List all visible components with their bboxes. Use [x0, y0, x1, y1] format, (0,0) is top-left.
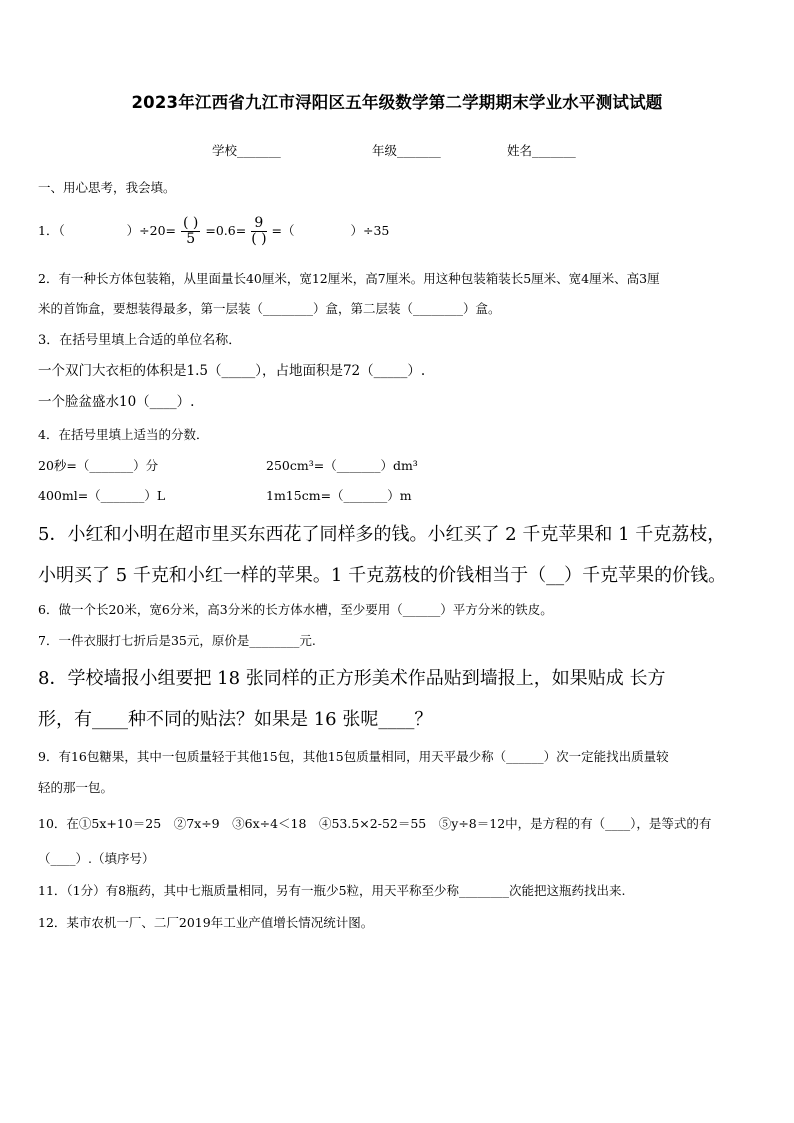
page-title: 2023年江西省九江市浔阳区五年级数学第二学期期末学业水平测试试题 [131, 93, 663, 112]
q1-fraction-1-denominator: 5 [186, 231, 196, 247]
section-heading: 一、用心思考，我会填。 [38, 180, 176, 195]
question-4-item-c: 400ml=（_______）L [38, 488, 166, 503]
q1-part-b: =0.6= [205, 223, 247, 238]
question-9-line-1: 9．有16包糖果，其中一包质量轻于其他15包，其他15包质量相同，用天平最少称（______）次一定能找出质量较 [38, 749, 669, 764]
q1-fraction-1 [181, 216, 200, 248]
question-4-item-b: 250cm³=（_______）dm³ [266, 458, 418, 473]
question-10-line-1: 10．在①5x+10＝25 ②7x÷9 ③6x÷4＜18 ④53.5×2-52＝55 ⑤y÷8＝12中，是方程的有（____），是等式的有 [38, 816, 712, 831]
q1-part-a: ）÷20= [126, 223, 177, 238]
q1-fraction-2-denominator: ( ) [251, 231, 267, 247]
question-4-item-a: 20秒=（_______）分 [38, 458, 159, 473]
q1-fraction-2-numerator: 9 [251, 216, 266, 232]
question-4-item-d: 1m15cm=（_______）m [266, 488, 412, 503]
question-11: 11．（1分）有8瓶药，其中七瓶质量相同，另有一瓶少5粒，用天平称至少称________次能把这瓶药找出来. [38, 883, 626, 898]
question-4-line-1: 4．在括号里填上适当的分数． [38, 427, 209, 442]
q1-part-d: ）÷35 [350, 223, 390, 238]
question-5-line-2: 小明买了 5 千克和小红一样的苹果。1 千克荔枝的价钱相当于（__）千克苹果的价钱。 [38, 565, 727, 586]
q1-part-c: =（ [271, 223, 295, 238]
question-8-line-1: 8．学校墙报小组要把 18 张同样的正方形美术作品贴到墙报上，如果贴成 长方 [38, 668, 666, 689]
question-2-line-2: 米的首饰盒，要想装得最多，第一层装（________）盒，第二层装（________）盒。 [38, 301, 501, 316]
q1-part-num: 1．（ [38, 223, 65, 238]
question-3-line-1: 3．在括号里填上合适的单位名称． [38, 333, 242, 348]
question-2-line-1: 2．有一种长方体包装箱，从里面量长40厘米，宽12厘米，高7厘米。用这种包装箱装长5厘米、宽4厘米、高3厘 [38, 271, 660, 286]
grade-field: 年级_______ [372, 143, 441, 158]
name-field: 姓名_______ [507, 143, 576, 158]
school-field: 学校_______ [212, 143, 281, 158]
question-3-line-2: 一个双门大衣柜的体积是1.5（_____），占地面积是72（_____）. [38, 363, 426, 379]
q1-fraction-2 [251, 216, 266, 248]
question-12: 12．某市农机一厂、二厂2019年工业产值增长情况统计图。 [38, 915, 374, 930]
question-10-line-2: （____）.（填序号） [38, 851, 155, 866]
question-5-line-1: 5．小红和小明在超市里买东西花了同样多的钱。小红买了 2 千克苹果和 1 千克荔枝， [38, 524, 726, 545]
question-1 [38, 210, 389, 252]
question-7: 7．一件衣服打七折后是35元，原价是________元. [38, 633, 316, 648]
question-6: 6．做一个长20米，宽6分米，高3分米的长方体水槽，至少要用（______）平方分米的铁皮。 [38, 602, 553, 617]
question-3-line-3: 一个脸盆盛水10（____）. [38, 394, 195, 410]
q1-fraction-1-numerator: ( ) [183, 214, 199, 231]
question-9-line-2: 轻的那一包。 [38, 780, 114, 795]
question-8-line-2: 形，有____种不同的贴法？如果是 16 张呢____？ [38, 709, 433, 730]
